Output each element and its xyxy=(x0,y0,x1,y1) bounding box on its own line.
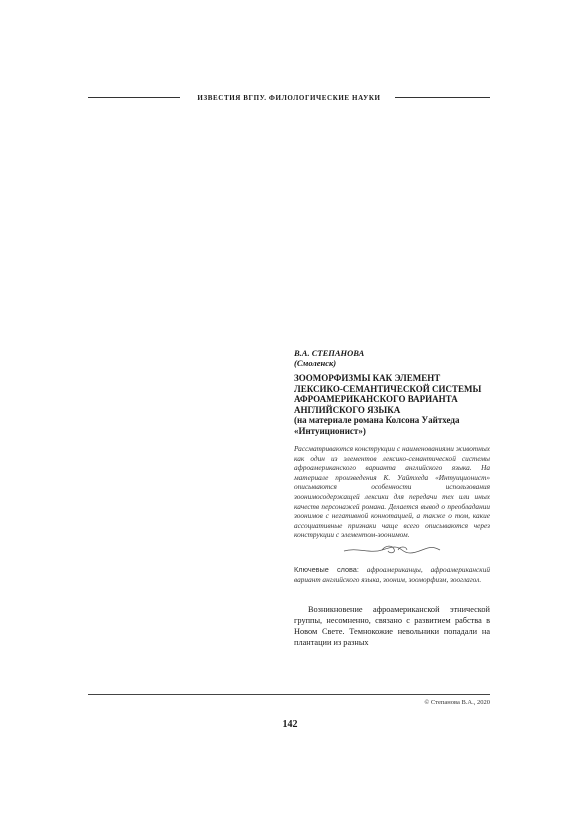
keywords xyxy=(294,565,490,584)
article-subtitle: (на материале романа Колсона Уайтхеда «Интуиционист») xyxy=(294,415,460,436)
article-title xyxy=(294,373,490,436)
journal-title: ИЗВЕСТИЯ ВГПУ. ФИЛОЛОГИЧЕСКИЕ НАУКИ xyxy=(197,94,381,102)
page-number: 142 xyxy=(282,719,298,730)
ornament-divider-icon xyxy=(342,544,442,556)
article-block xyxy=(294,348,490,648)
author-name: В.А. СТЕПАНОВА xyxy=(294,348,365,358)
body-paragraph: Возникновение афроамериканской этнической группы, несомненно, связано с развитием рабства в Новом Свете. Темнокожие невольники попадали на плантации из разных xyxy=(294,605,490,648)
header-rule-right xyxy=(395,97,490,98)
keywords-list: афроамериканцы, афроамериканский вариант английского языка, зооним, зооморфизм, зооглагол. xyxy=(294,564,490,584)
footer-rule xyxy=(88,694,490,695)
copyright-notice: © Степанова В.А., 2020 xyxy=(424,699,490,706)
author-city: (Смоленск) xyxy=(294,358,337,368)
abstract: Рассматриваются конструкции с наименованиями животных как один из элементов лексико-семантической системы афроамериканского варианта английского языка. На материале произведения К. Уайтхеда «Интуиционист» описываются особенности использования зоонимосодержащей лексики для передачи тех или иных качеств персонажей романа. Делается вывод о преобладании зоонимов с негативной коннотацией, а также о том, какие ассоциативные признаки чаще всего описываются через конструкции с элементом-зоонимом. xyxy=(294,444,490,540)
running-header xyxy=(88,92,490,104)
article-title-main: ЗООМОРФИЗМЫ КАК ЭЛЕМЕНТ ЛЕКСИКО-СЕМАНТИЧЕСКОЙ СИСТЕМЫ АФРОАМЕРИКАНСКОГО ВАРИАНТА АНГЛИЙСКОГО ЯЗЫКА xyxy=(294,373,482,415)
keywords-label: Ключевые слова: xyxy=(294,564,359,574)
